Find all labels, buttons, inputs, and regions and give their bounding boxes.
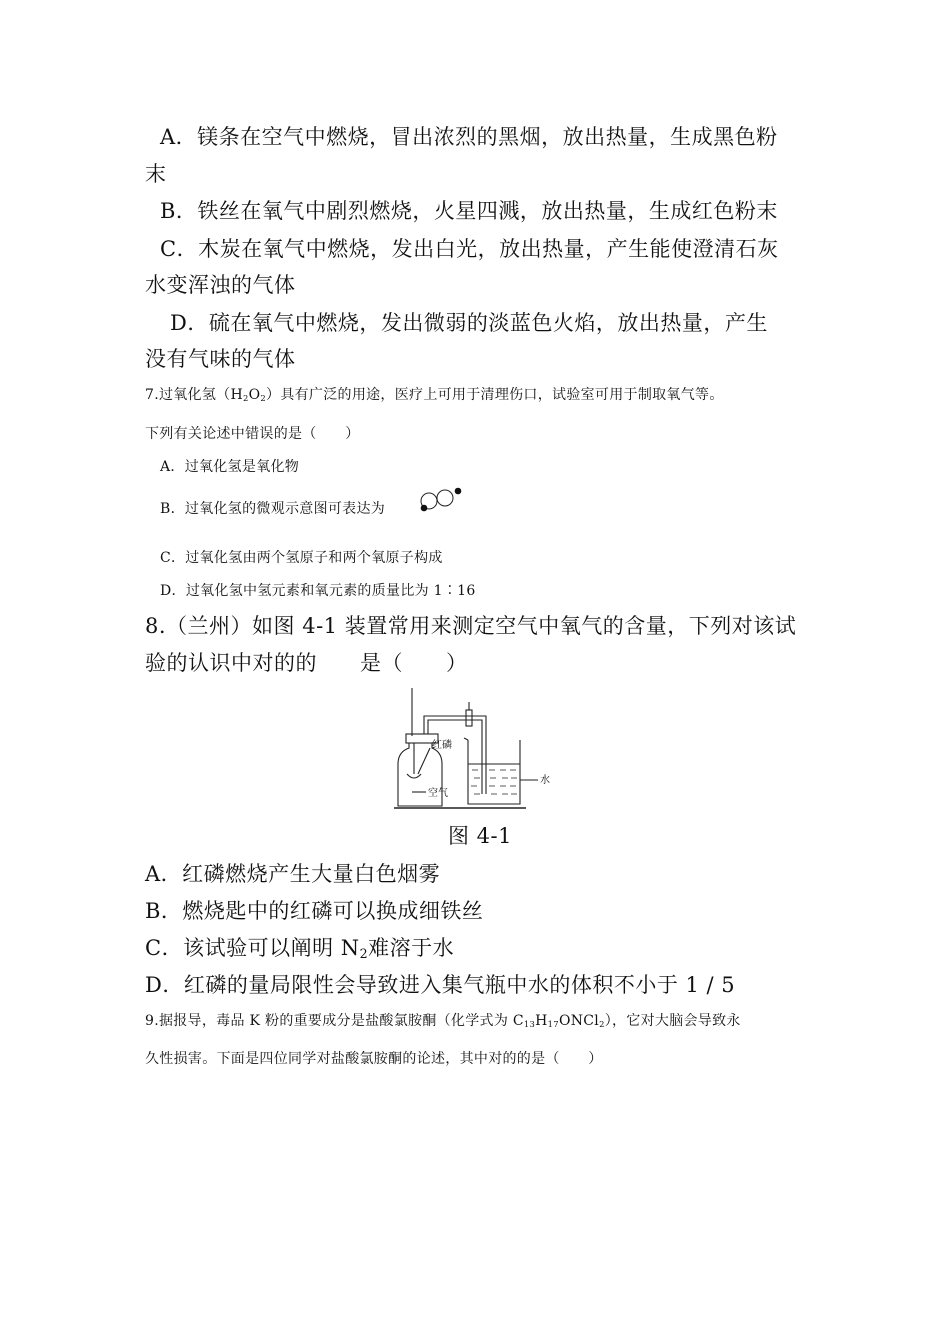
q7-stem-post: ）具有广泛的用途，医疗上可用于清理伤口，试验室可用于制取氧气等。 <box>266 387 724 403</box>
q8-option-c-post: 难溶于水 <box>368 936 455 960</box>
q9-stem-post: ），它对大脑会导致永 <box>604 1013 741 1029</box>
q8-option-c-sub: 2 <box>359 946 369 962</box>
q9-sub-c: 13 <box>523 1019 536 1030</box>
q6-option-d-line2: 没有气味的气体 <box>145 347 296 371</box>
figure-label-air: 空气 <box>428 788 448 799</box>
q7-stem-mid: O <box>248 387 261 403</box>
q7-stem-pre: 7.过氧化氢（H <box>145 387 243 403</box>
figure-label-water: 水 <box>540 775 550 786</box>
q9-stem-line1 <box>145 1011 741 1031</box>
q9-stem-oncl: ONCl <box>558 1013 600 1029</box>
q6-option-a-line2: 末 <box>145 162 167 186</box>
q7-option-a: A．过氧化氢是氧化物 <box>160 459 300 475</box>
q6-option-c-line1: C．木炭在氧气中燃烧，发出白光，放出热量，产生能使澄清石灰 <box>160 237 779 261</box>
q8-option-c-pre: C．该试验可以阐明 N <box>145 936 360 960</box>
hydrogen-peroxide-molecule-icon <box>418 486 466 514</box>
q7-option-b: B．过氧化氢的微观示意图可表达为 <box>160 501 386 517</box>
q6-option-c-line2: 水变浑浊的气体 <box>145 273 296 297</box>
q8-option-b: B．燃烧匙中的红磷可以换成细铁丝 <box>145 899 484 923</box>
q9-stem-line2: 久性损害。下面是四位同学对盐酸氯胺酮的论述，其中对的的是（ ） <box>145 1051 603 1067</box>
q8-stem-line2: 验的认识中对的的 是（ ） <box>145 651 468 675</box>
q8-stem-line1: 8.（兰州）如图 4-1 装置常用来测定空气中氧气的含量，下列对该试 <box>145 614 797 638</box>
q6-option-a-line1: A．镁条在空气中燃烧，冒出浓烈的黑烟，放出热量，生成黑色粉 <box>160 125 778 149</box>
q8-option-a: A．红磷燃烧产生大量白色烟雾 <box>145 862 441 886</box>
q9-sub-h: 17 <box>547 1019 559 1030</box>
oxygen-measurement-apparatus <box>394 686 564 812</box>
q8-option-d: D．红磷的量局限性会导致进入集气瓶中水的体积不小于 1 / 5 <box>145 973 736 997</box>
q9-stem-pre: 9.据报导，毒品 K 粉的重要成分是盐酸氯胺酮（化学式为 C <box>145 1013 524 1029</box>
q7-sub-h: 2 <box>242 393 249 404</box>
q7-stem-line2: 下列有关论述中错误的是（ ） <box>145 426 360 442</box>
q6-option-b: B．铁丝在氧气中剧烈燃烧，火星四溅，放出热量，生成红色粉末 <box>160 199 778 223</box>
q9-sub-cl: 2 <box>599 1019 605 1030</box>
figure-caption: 图 4-1 <box>448 824 512 848</box>
figure-label-red-phosphorus: 红磷 <box>432 740 452 751</box>
q6-option-d-line1: D．硫在氧气中燃烧，发出微弱的淡蓝色火焰，放出热量，产生 <box>170 311 768 335</box>
q8-option-c <box>145 934 454 962</box>
q7-option-d: D．过氧化氢中氢元素和氧元素的质量比为 1∶16 <box>160 583 476 599</box>
q7-sub-o: 2 <box>260 393 267 404</box>
q7-option-c: C．过氧化氢由两个氢原子和两个氧原子构成 <box>160 550 443 566</box>
q7-stem-line1 <box>145 385 724 405</box>
q9-stem-h: H <box>535 1013 548 1029</box>
